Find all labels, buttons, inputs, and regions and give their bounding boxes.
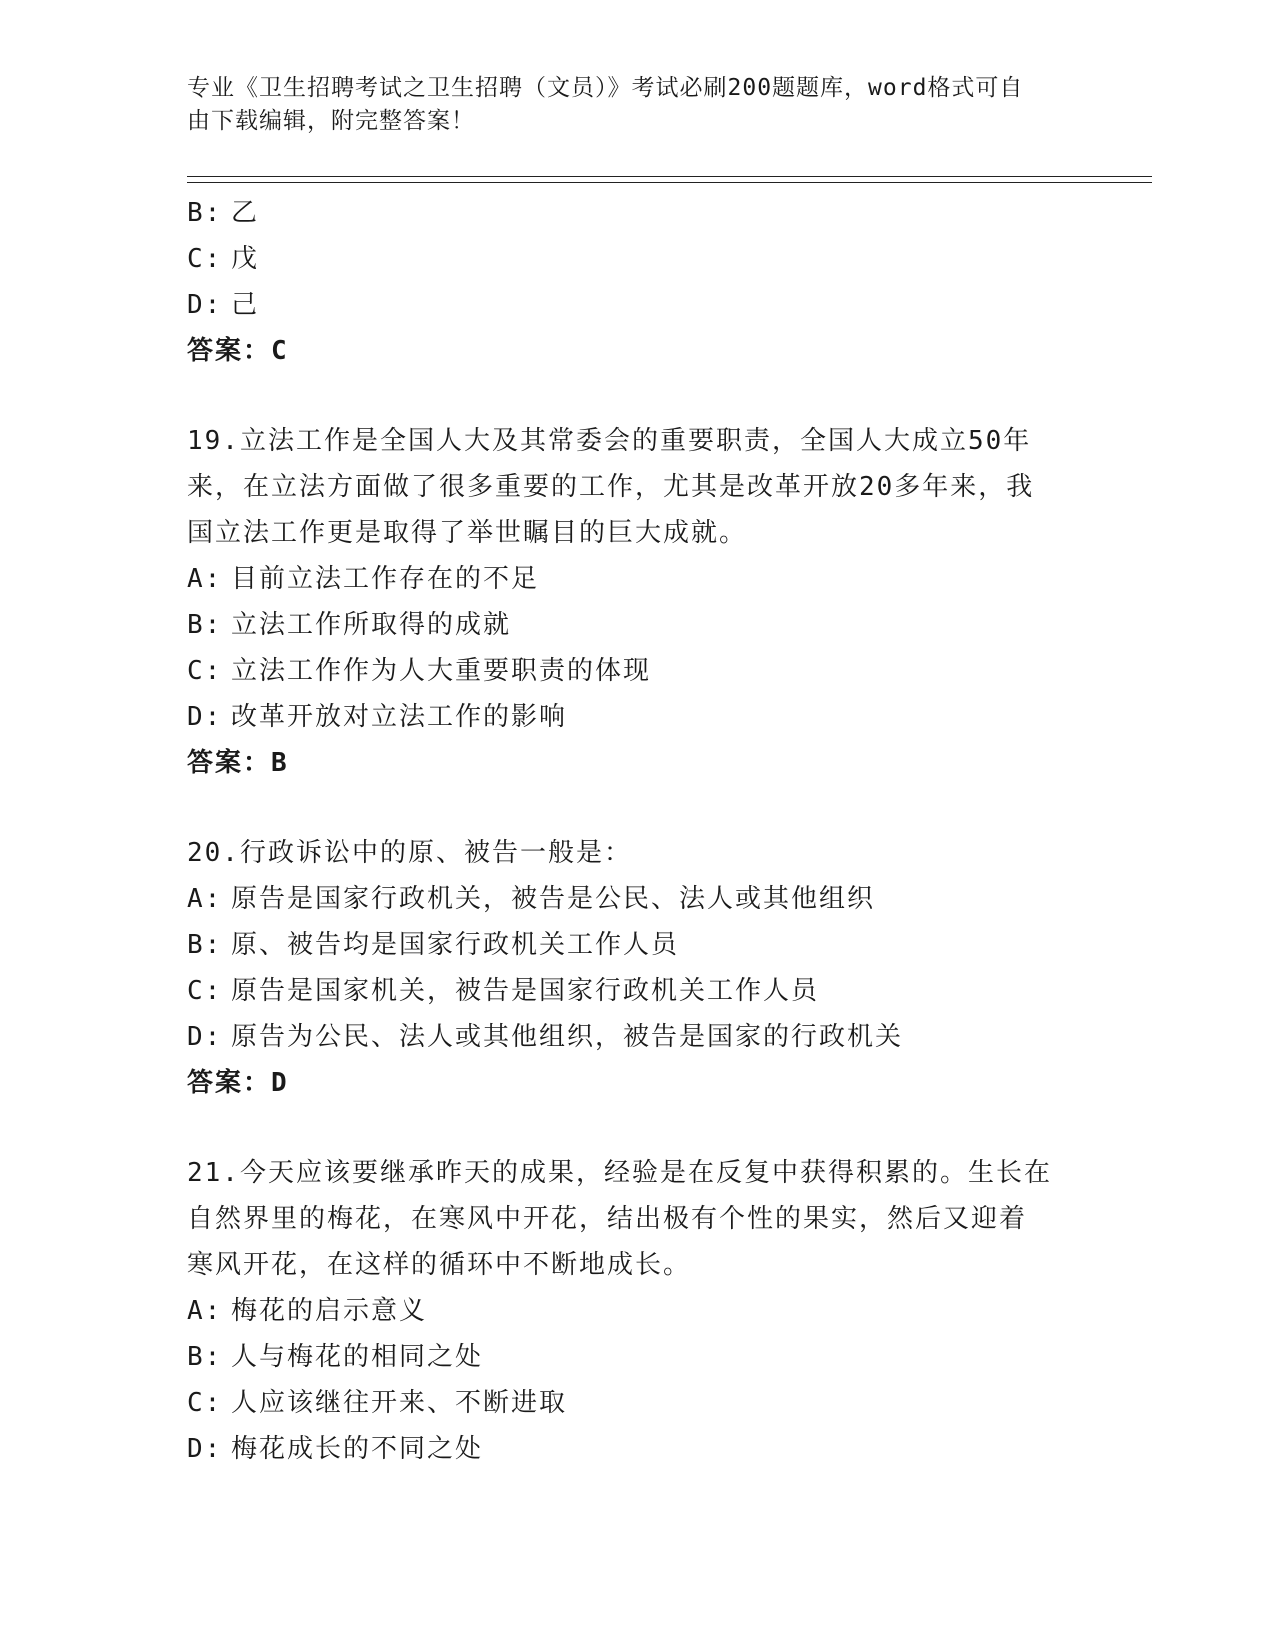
answer-line: 答案：C xyxy=(187,336,289,366)
option-a: A: 目前立法工作存在的不足 xyxy=(187,564,540,594)
option-c: C: 原告是国家机关，被告是国家行政机关工作人员 xyxy=(187,976,820,1006)
option-d: D: 己 xyxy=(187,290,260,320)
option-c: C: 人应该继往开来、不断进取 xyxy=(187,1388,568,1418)
question-stem-line: 自然界里的梅花，在寒风中开花，结出极有个性的果实，然后又迎着 xyxy=(187,1204,1028,1234)
option-d: D: 改革开放对立法工作的影响 xyxy=(187,702,568,732)
option-b: B: 人与梅花的相同之处 xyxy=(187,1342,484,1372)
option-b: B: 立法工作所取得的成就 xyxy=(187,610,512,640)
document-header xyxy=(187,72,1067,138)
option-d: D: 梅花成长的不同之处 xyxy=(187,1434,484,1464)
question-stem-line: 21.今天应该要继承昨天的成果，经验是在反复中获得积累的。生长在 xyxy=(187,1158,1052,1188)
header-divider-top xyxy=(187,176,1152,177)
option-d: D: 原告为公民、法人或其他组织，被告是国家的行政机关 xyxy=(187,1022,904,1052)
question-stem-line: 来，在立法方面做了很多重要的工作，尤其是改革开放20多年来，我 xyxy=(187,472,1035,502)
option-c: C: 立法工作作为人大重要职责的体现 xyxy=(187,656,652,686)
answer-line: 答案：B xyxy=(187,748,289,778)
question-21 xyxy=(187,1150,1087,1472)
question-stem-line: 寒风开花，在这样的循环中不断地成长。 xyxy=(187,1250,692,1280)
question-list xyxy=(187,190,1087,1472)
header-line-1: 专业《卫生招聘考试之卫生招聘（文员）》考试必刷200题题库，word格式可自 xyxy=(187,75,1024,101)
option-a: A: 原告是国家行政机关，被告是公民、法人或其他组织 xyxy=(187,884,876,914)
option-c: C: 戊 xyxy=(187,244,260,274)
header-line-2: 由下载编辑，附完整答案！ xyxy=(187,108,475,134)
option-a: A: 梅花的启示意义 xyxy=(187,1296,428,1326)
option-b: B: 乙 xyxy=(187,198,260,228)
header-divider-bottom xyxy=(187,182,1152,183)
question-stem-line: 19.立法工作是全国人大及其常委会的重要职责，全国人大成立50年 xyxy=(187,426,1032,456)
answer-line: 答案：D xyxy=(187,1068,289,1098)
question-19 xyxy=(187,418,1087,786)
option-b: B: 原、被告均是国家行政机关工作人员 xyxy=(187,930,680,960)
question-18-continued xyxy=(187,190,1087,374)
question-20 xyxy=(187,830,1087,1106)
question-stem-line: 国立法工作更是取得了举世瞩目的巨大成就。 xyxy=(187,518,748,548)
question-stem-line: 20.行政诉讼中的原、被告一般是： xyxy=(187,838,632,868)
